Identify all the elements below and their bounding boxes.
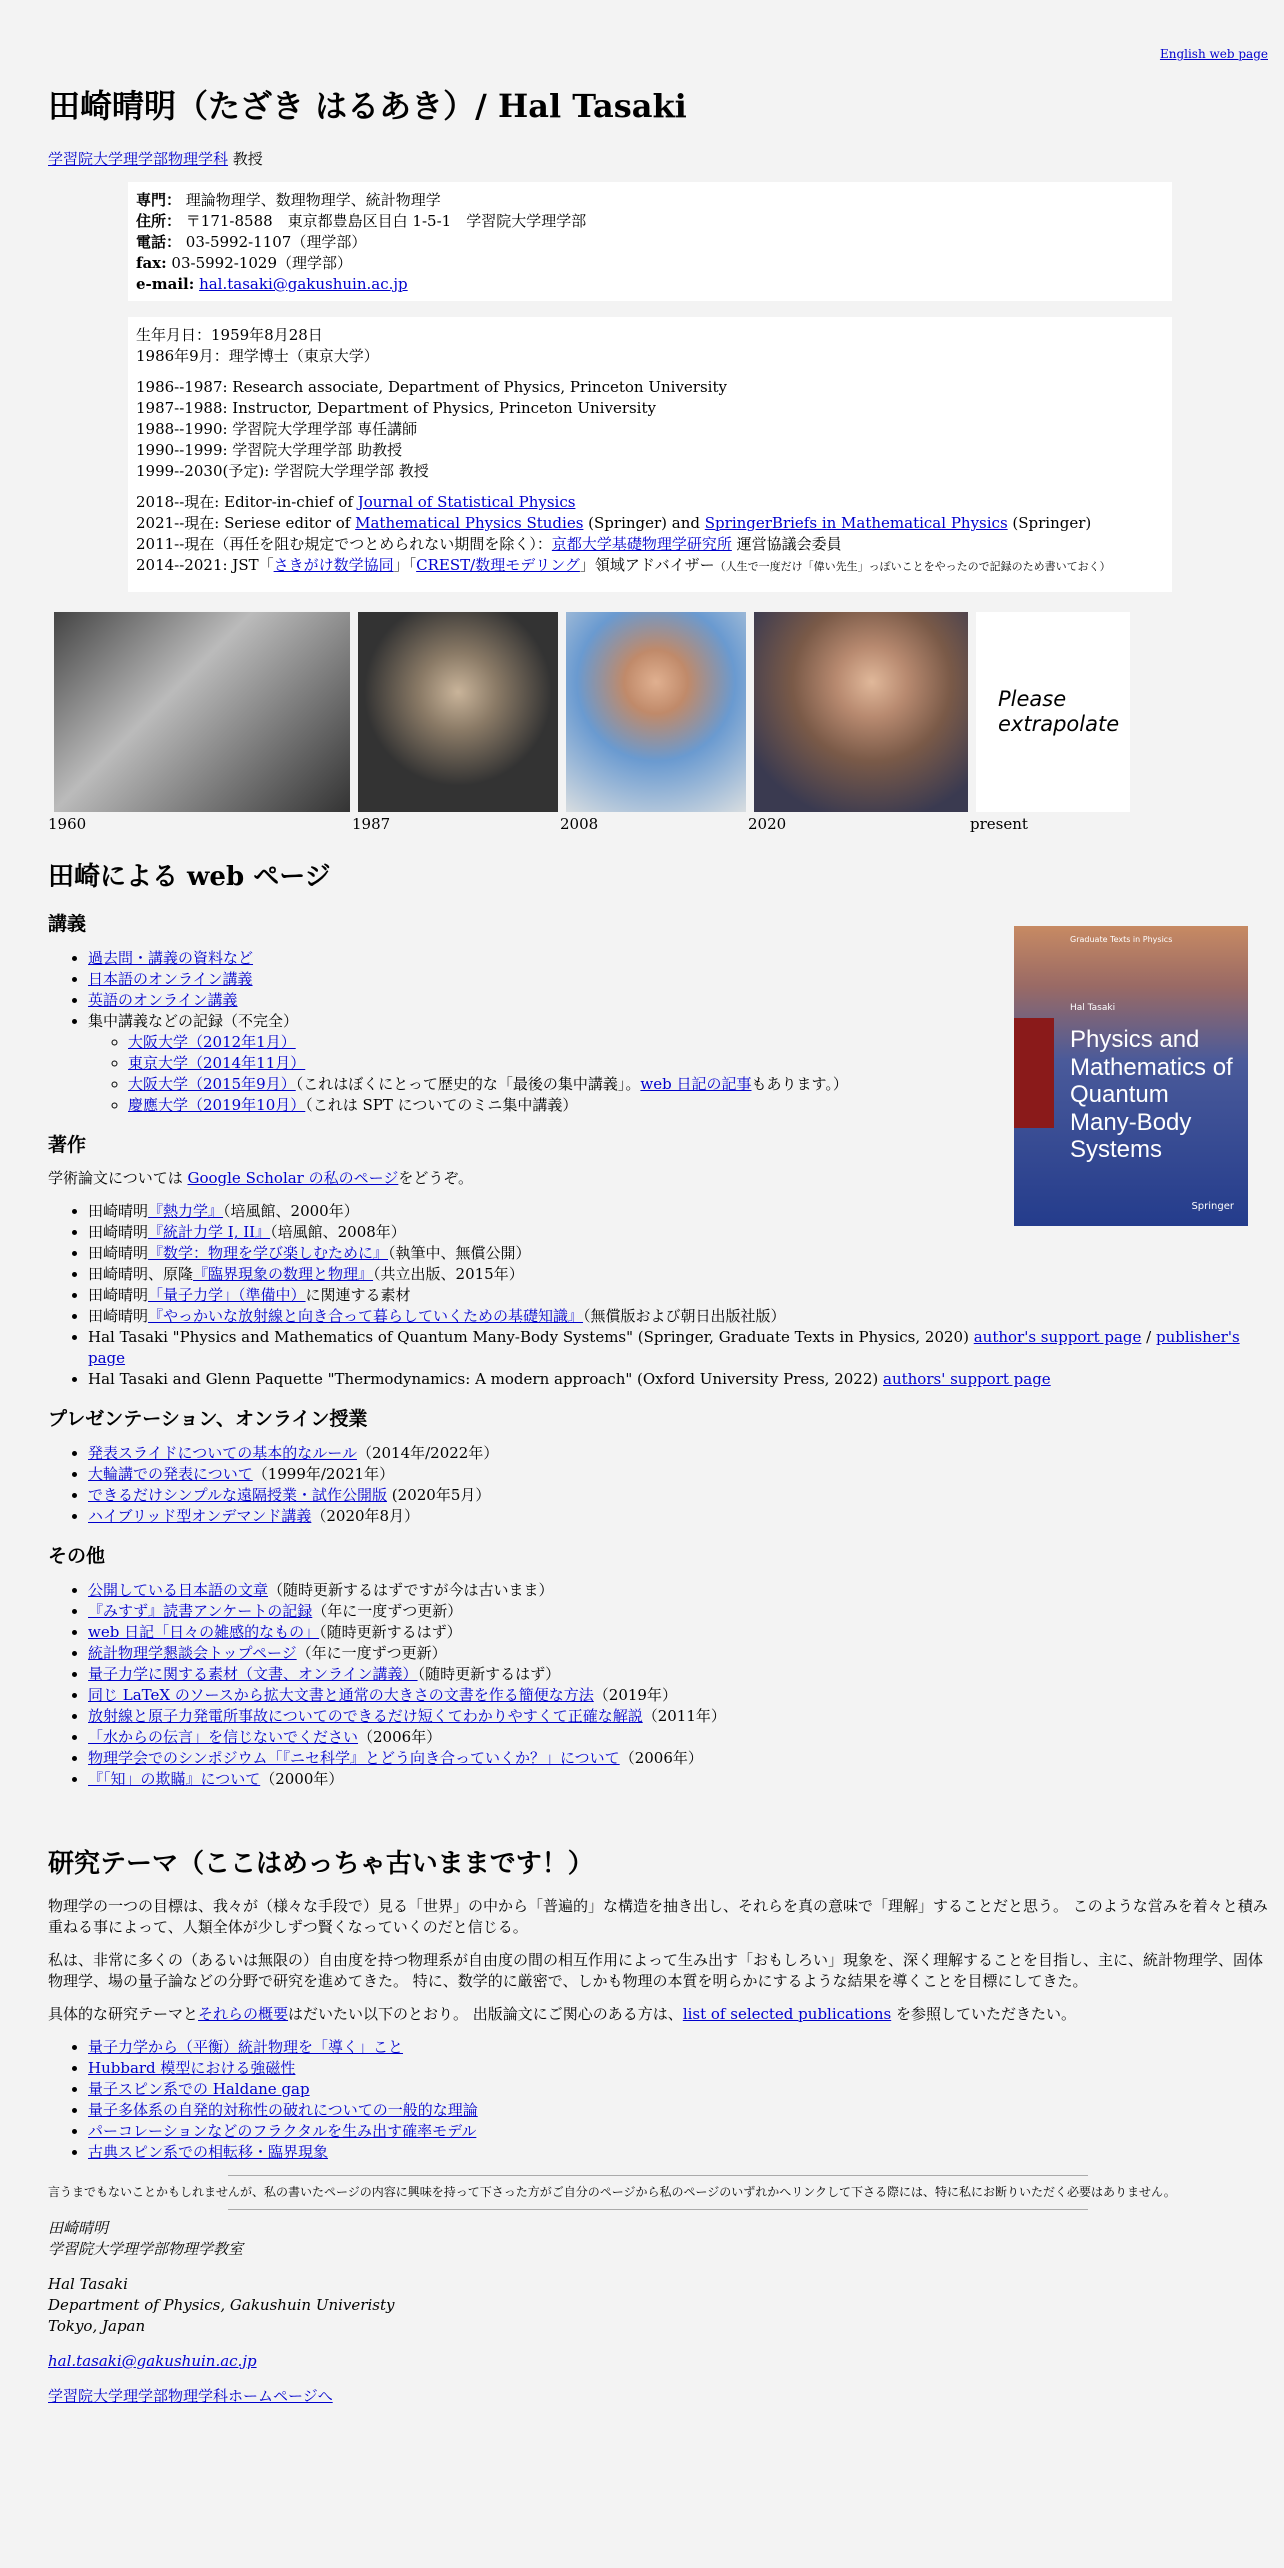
department-link[interactable]: 学習院大学理学部物理学科 bbox=[48, 149, 229, 168]
sakigake-link[interactable]: さきがけ数学協同 bbox=[273, 555, 394, 574]
specialty-label: 専門： bbox=[136, 190, 182, 209]
photo-image bbox=[358, 612, 558, 812]
lecture-link[interactable]: 日本語のオンライン講義 bbox=[88, 969, 253, 988]
item-note: （年に一度ずつ更新） bbox=[296, 1643, 447, 1662]
list-item bbox=[88, 1727, 1268, 1748]
list-item bbox=[88, 1243, 1268, 1264]
career-item: 1990--1999: 学習院大学理学部 助教授 bbox=[136, 440, 403, 459]
other-link[interactable]: 物理学会でのシンポジウム「『ニセ科学』とどう向き合っていくか？」について bbox=[88, 1748, 620, 1767]
list-item bbox=[88, 1664, 1268, 1685]
birth-date: 生年月日：1959年8月28日 bbox=[136, 325, 323, 344]
link-policy-note: 言うまでもないことかもしれませんが、私の書いたページの内容に興味を持って下さった方がご自分のページから私のページのいずれかへリンクして下さる際には、特に私にお断りいただく必要はありません。 bbox=[48, 2184, 1176, 2199]
fax: 03-5992-1029（理学部） bbox=[166, 253, 352, 272]
research-link[interactable]: パーコレーションなどのフラクタルを生み出す確率モデル bbox=[88, 2121, 477, 2140]
work-author: 田崎晴明 bbox=[88, 1307, 149, 1326]
list-item bbox=[88, 1706, 1268, 1727]
web-diary-link[interactable]: web 日記の記事 bbox=[640, 1074, 752, 1093]
item-note: （随時更新するはずですが今は古いまま） bbox=[268, 1580, 554, 1599]
intensive-label: 集中講義などの記録（不完全） bbox=[88, 1011, 299, 1030]
item-note: （これは SPT についてのミニ集中講義） bbox=[305, 1095, 578, 1114]
other-link[interactable]: web 日記「日々の雑感的なもの」 bbox=[88, 1622, 320, 1641]
list-item bbox=[88, 1622, 1268, 1643]
list-item bbox=[88, 2100, 1268, 2121]
email-link[interactable]: hal.tasaki@gakushuin.ac.jp bbox=[199, 274, 408, 293]
list-item bbox=[88, 1748, 1268, 1769]
research-text: 具体的な研究テーマと bbox=[48, 2004, 199, 2023]
photo-present bbox=[970, 612, 1130, 835]
other-link[interactable]: 『みすず』読書アンケートの記録 bbox=[88, 1601, 313, 1620]
work-link[interactable]: 『統計力学 I, II』 bbox=[148, 1223, 271, 1242]
work-author: 田崎晴明 bbox=[88, 1244, 149, 1263]
photo-caption: 1987 bbox=[352, 814, 391, 833]
lectures-heading: 講義 bbox=[48, 913, 87, 936]
other-link[interactable]: 『「知」の欺瞞』について bbox=[88, 1769, 261, 1788]
list-item bbox=[88, 1285, 1268, 1306]
book-cover-image[interactable] bbox=[1014, 926, 1248, 1226]
item-note: （2019年） bbox=[593, 1685, 677, 1704]
item-note: （2014年/2022年） bbox=[356, 1443, 499, 1462]
work-author: Hal Tasaki "Physics and Mathematics of Quantum Many-Body Systems" (Springer, Graduate Texts in Physics, 2020) bbox=[88, 1328, 974, 1347]
list-item bbox=[88, 1485, 1268, 1506]
list-item bbox=[88, 1327, 1268, 1369]
other-link[interactable]: 放射線と原子力発電所事故についてのできるだけ短くてわかりやすくて正確な解説 bbox=[88, 1706, 643, 1725]
item-note: （年に一度ずつ更新） bbox=[312, 1601, 463, 1620]
address: 〒171-8588 東京都豊島区目白 1-5-1 学習院大学理学部 bbox=[181, 211, 587, 230]
list-item bbox=[88, 2121, 1268, 2142]
work-link[interactable]: 『やっかいな放射線と向き合って暮らしていくための基礎知識』 bbox=[148, 1307, 584, 1326]
divider bbox=[228, 2209, 1088, 2210]
department-home-link[interactable]: 学習院大学理学部物理学科ホームページへ bbox=[48, 2386, 333, 2405]
photo-caption: present bbox=[970, 814, 1028, 833]
page-title: 田崎晴明（たざき はるあき）/ Hal Tasaki bbox=[48, 87, 687, 125]
research-link[interactable]: Hubbard 模型における強磁性 bbox=[88, 2058, 296, 2077]
list-item bbox=[88, 1369, 1268, 1390]
list-item bbox=[88, 2142, 1268, 2163]
career-item: 1987--1988: Instructor, Department of Physics, Princeton University bbox=[136, 398, 656, 417]
book-series: Graduate Texts in Physics bbox=[1070, 935, 1173, 944]
work-author: 田崎晴明 bbox=[88, 1202, 149, 1221]
item-note: （随時更新するはず） bbox=[417, 1664, 561, 1683]
work-author: Hal Tasaki and Glenn Paquette "Thermodynamics: A modern approach" (Oxford University Press, 2022) bbox=[88, 1370, 884, 1389]
photo-image bbox=[566, 612, 746, 812]
photo-2008 bbox=[560, 612, 746, 835]
role-note: （人生で一度だけ「偉い先生」っぽいことをやったので記録のため書いておく） bbox=[714, 559, 1111, 573]
role-text: 2014--2021: JST「 bbox=[136, 555, 274, 574]
list-item bbox=[88, 1506, 1268, 1527]
photo-1960 bbox=[48, 612, 350, 835]
overview-link[interactable]: それらの概要 bbox=[198, 2004, 289, 2023]
work-note: （培風館、2008年） bbox=[270, 1223, 406, 1242]
photo-row bbox=[48, 612, 1268, 835]
others-heading: その他 bbox=[48, 1544, 106, 1567]
research-paragraph: 物理学の一つの目標は、我々が（様々な手段で）見る「世界」の中から「普遍的」な構造を抽き出し、それらを真の意味で「理解」することだと思う。 このような営みを着々と積み重ねる事によって、人類全体が少しずつ賢くなっていくのだと信じる。 bbox=[48, 1896, 1268, 1936]
book-spine-band bbox=[1014, 1018, 1054, 1128]
specialty: 理論物理学、数理物理学、統計物理学 bbox=[181, 190, 441, 209]
work-author: 田崎晴明 bbox=[88, 1223, 149, 1242]
item-note: （これはぼくにとって歴史的な「最後の集中講義」。 bbox=[295, 1074, 641, 1093]
book-title: Physics and Mathematics of Quantum Many-Body Systems bbox=[1070, 1026, 1233, 1164]
other-link[interactable]: 量子力学に関する素材（文書、オンライン講義） bbox=[88, 1664, 418, 1683]
item-note: (2020年5月） bbox=[387, 1485, 491, 1504]
work-link[interactable]: author's support page bbox=[973, 1328, 1142, 1347]
extrapolate-text: Please extrapolate bbox=[998, 686, 1120, 736]
divider bbox=[228, 2175, 1088, 2176]
footer-email-link[interactable]: hal.tasaki@gakushuin.ac.jp bbox=[48, 2351, 257, 2370]
item-note: （2020年8月） bbox=[311, 1506, 420, 1525]
work-link[interactable]: 『熱力学』 bbox=[148, 1202, 224, 1221]
list-item bbox=[88, 2058, 1268, 2079]
mps-link[interactable]: Mathematical Physics Studies bbox=[355, 513, 584, 532]
footer-email bbox=[48, 2351, 1268, 2372]
list-item bbox=[88, 2037, 1268, 2058]
springerbriefs-link[interactable]: SpringerBriefs in Mathematical Physics bbox=[704, 513, 1008, 532]
book-author: Hal Tasaki bbox=[1070, 1003, 1116, 1013]
career-item: 1999--2030(予定): 学習院大学理学部 教授 bbox=[136, 461, 429, 480]
email-label: e-mail: bbox=[136, 274, 195, 293]
role-text: (Springer) bbox=[1007, 513, 1092, 532]
web-pages-heading: 田崎による web ページ bbox=[48, 861, 331, 892]
item-note: （2011年） bbox=[642, 1706, 726, 1725]
item-note: （随時更新するはず） bbox=[319, 1622, 462, 1641]
role-text: 2011--現在（再任を阻む規定でつとめられない期間を除く）： bbox=[136, 534, 552, 553]
work-note: （培風館、2000年） bbox=[223, 1202, 359, 1221]
google-scholar-link[interactable]: Google Scholar の私のページ bbox=[187, 1169, 399, 1188]
role-text: 」「 bbox=[393, 555, 417, 574]
dept-en: Department of Physics, Gakushuin Univeristy bbox=[48, 2295, 395, 2314]
other-link[interactable]: 統計物理学懇談会トップページ bbox=[88, 1643, 297, 1662]
item-note: （2006年） bbox=[358, 1727, 442, 1746]
photo-image bbox=[754, 612, 968, 812]
works-list bbox=[48, 1201, 1268, 1390]
career-item: 1986--1987: Research associate, Department of Physics, Princeton University bbox=[136, 377, 727, 396]
presentation-link[interactable]: ハイブリッド型オンデマンド講義 bbox=[88, 1506, 312, 1525]
list-item bbox=[88, 1264, 1268, 1285]
other-link[interactable]: 「水からの伝言」を信じないでください bbox=[88, 1727, 359, 1746]
presentations-list bbox=[48, 1443, 1268, 1527]
phone: 03-5992-1107（理学部） bbox=[181, 232, 367, 251]
fax-label: fax: bbox=[136, 253, 167, 272]
work-note: （共立出版、2015年） bbox=[373, 1265, 524, 1284]
intensive-link[interactable]: 大阪大学（2015年9月） bbox=[128, 1074, 296, 1093]
research-text: を参照していただきたい。 bbox=[891, 2004, 1076, 2023]
presentation-link[interactable]: 大輪講での発表について bbox=[88, 1464, 253, 1483]
work-author: 田崎晴明 bbox=[88, 1286, 149, 1305]
role-text: 運営協議会委員 bbox=[731, 534, 842, 553]
research-paragraph: 私は、非常に多くの（あるいは無限の）自由度を持つ物理系が自由度の間の相互作用によって生み出す「おもしろい」現象を、深く理解することを目指し、主に、統計物理学、固体物理学、場の量子論などの分野で研究を進めてきた。 特に、数学的に厳密で、しかも物理の本質を明らかにするような結果を導くことを目標にしてきた。 bbox=[48, 1950, 1264, 1990]
intensive-link[interactable]: 大阪大学（2012年1月） bbox=[128, 1032, 296, 1051]
photo-caption: 1960 bbox=[48, 814, 87, 833]
list-item bbox=[88, 1643, 1268, 1664]
list-item bbox=[88, 1306, 1268, 1327]
presentation-link[interactable]: 発表スライドについての基本的なルール bbox=[88, 1443, 357, 1462]
role-text: 2021--現在: Seriese editor of bbox=[136, 513, 356, 532]
work-note: （無償版および朝日出版社版） bbox=[583, 1307, 786, 1326]
address-label: 住所： bbox=[136, 211, 182, 230]
research-heading: 研究テーマ（ここはめっちゃ古いままです！） bbox=[48, 1848, 594, 1879]
phd: 1986年9月：理学博士（東京大学） bbox=[136, 346, 379, 365]
photo-2020 bbox=[748, 612, 968, 835]
research-link[interactable]: 量子スピン系での Haldane gap bbox=[88, 2079, 310, 2098]
intro-text: 学術論文については bbox=[48, 1169, 188, 1188]
role-text: (Springer) and bbox=[583, 513, 705, 532]
work-link[interactable]: 『臨界現象の数理と物理』 bbox=[193, 1265, 374, 1284]
presentations-heading: プレゼンテーション、オンライン授業 bbox=[48, 1408, 368, 1431]
list-item bbox=[88, 1464, 1268, 1485]
work-note: （執筆中、無償公開） bbox=[388, 1244, 531, 1263]
english-page-link[interactable]: English web page bbox=[1159, 47, 1268, 61]
yukawa-link[interactable]: 京都大学基礎物理学研究所 bbox=[551, 534, 732, 553]
please-extrapolate-image bbox=[976, 612, 1130, 812]
photo-image bbox=[54, 612, 350, 812]
name-ja: 田崎晴明 bbox=[48, 2218, 109, 2237]
contact-box bbox=[128, 182, 1172, 301]
address-en bbox=[48, 2274, 1268, 2337]
work-note: / bbox=[1141, 1328, 1156, 1347]
list-item bbox=[88, 1685, 1268, 1706]
book-publisher: Springer bbox=[1191, 1201, 1234, 1212]
works-heading: 著作 bbox=[48, 1133, 87, 1156]
role-text: 2018--現在: Editor-in-chief of bbox=[136, 492, 358, 511]
lecture-link[interactable]: 英語のオンライン講義 bbox=[88, 990, 238, 1009]
intensive-link[interactable]: 東京大学（2014年11月） bbox=[128, 1053, 306, 1072]
lecture-link[interactable]: 過去問・講義の資料など bbox=[88, 948, 254, 967]
research-link[interactable]: 古典スピン系での相転移・臨界現象 bbox=[88, 2142, 329, 2161]
address-ja bbox=[48, 2218, 1268, 2260]
research-text: はだいたい以下のとおり。 出版論文にご関心のある方は、 bbox=[288, 2004, 683, 2023]
work-link[interactable]: 「量子力学」（準備中） bbox=[148, 1286, 306, 1305]
research-list bbox=[48, 2037, 1268, 2163]
work-author: 田崎晴明、原隆 bbox=[88, 1265, 194, 1284]
list-item bbox=[88, 1601, 1268, 1622]
home-link-wrap bbox=[48, 2386, 1268, 2407]
other-link[interactable]: 同じ LaTeX のソースから拡大文書と通常の大きさの文書を作る簡便な方法 bbox=[88, 1685, 594, 1704]
city: Tokyo, Japan bbox=[48, 2316, 146, 2335]
career-item: 1988--1990: 学習院大学理学部 専任講師 bbox=[136, 419, 418, 438]
item-note: （2000年） bbox=[260, 1769, 344, 1788]
publisher-link[interactable]: publisher's page bbox=[88, 1328, 1240, 1368]
dept-ja: 学習院大学理学部物理学教室 bbox=[48, 2239, 244, 2258]
others-list bbox=[48, 1580, 1268, 1790]
work-link[interactable]: authors' support page bbox=[883, 1370, 1051, 1389]
photo-caption: 2020 bbox=[748, 814, 787, 833]
item-note: （1999年/2021年） bbox=[252, 1464, 395, 1483]
presentation-link[interactable]: できるだけシンプルな遠隔授業・試作公開版 bbox=[88, 1485, 388, 1504]
position: 教授 bbox=[228, 149, 263, 168]
crest-link[interactable]: CREST/数理モデリング bbox=[416, 555, 580, 574]
work-note: に関連する素材 bbox=[305, 1286, 411, 1305]
research-paragraph bbox=[48, 2004, 1268, 2025]
list-item bbox=[88, 1443, 1268, 1464]
other-link[interactable]: 公開している日本語の文章 bbox=[88, 1580, 269, 1599]
intro-text: をどうぞ。 bbox=[398, 1169, 474, 1188]
research-link[interactable]: 量子多体系の自発的対称性の破れについての一般的な理論 bbox=[88, 2100, 478, 2119]
affiliation bbox=[48, 149, 1268, 170]
role-text: 」領域アドバイザー bbox=[579, 555, 715, 574]
intensive-link[interactable]: 慶應大学（2019年10月） bbox=[128, 1095, 306, 1114]
photo-1987 bbox=[352, 612, 558, 835]
list-item bbox=[88, 1769, 1268, 1790]
item-note: もあります。） bbox=[751, 1074, 848, 1093]
bio-box bbox=[128, 317, 1172, 592]
publications-link[interactable]: list of selected publications bbox=[682, 2004, 892, 2023]
item-note: （2006年） bbox=[619, 1748, 703, 1767]
name-en: Hal Tasaki bbox=[48, 2274, 128, 2293]
list-item bbox=[88, 2079, 1268, 2100]
research-link[interactable]: 量子力学から（平衡）統計物理を「導く」こと bbox=[88, 2037, 404, 2056]
jsp-link[interactable]: Journal of Statistical Physics bbox=[357, 492, 576, 511]
photo-caption: 2008 bbox=[560, 814, 599, 833]
list-item bbox=[88, 1580, 1268, 1601]
phone-label: 電話： bbox=[136, 232, 182, 251]
work-link[interactable]: 『数学：物理を学び楽しむために』 bbox=[148, 1244, 389, 1263]
